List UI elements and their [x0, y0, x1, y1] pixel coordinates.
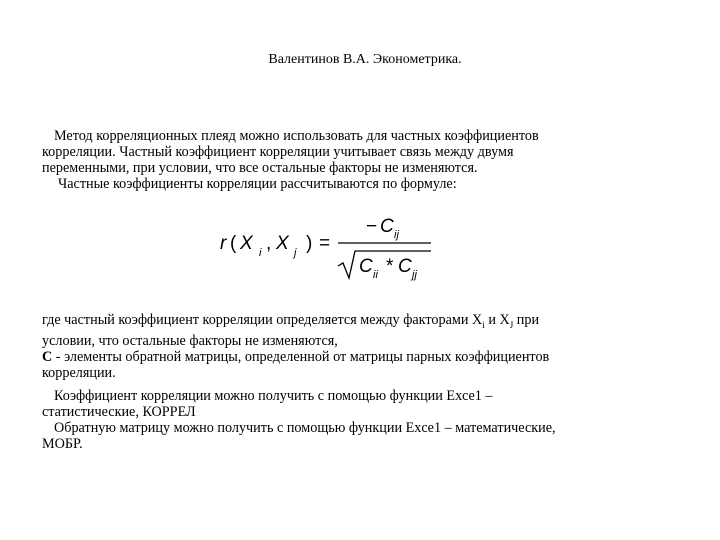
denominator-c2: C	[398, 256, 412, 277]
numerator-sub-ij: ij	[394, 229, 399, 241]
matrix-c-label: С	[42, 348, 53, 365]
excel-paragraph	[42, 388, 642, 452]
explanation-line-1	[42, 312, 642, 333]
square-root-sign	[338, 251, 431, 278]
denominator-sub-ii: ii	[373, 269, 378, 281]
formula-close-paren: )	[306, 233, 313, 254]
explanation-line-3	[42, 349, 642, 365]
excel-line-1: Коэффициент корреляции можно получить с помощью функции Exce1 –	[54, 388, 493, 404]
partial-correlation-formula	[218, 212, 448, 282]
subscript-j: J	[509, 319, 514, 330]
explanation-line-1-text: где частный коэффициент корреляции определяется между факторами X	[42, 312, 483, 328]
formula-open-paren: (	[230, 233, 237, 254]
excel-line-2: статистические, КОРРЕЛ	[42, 404, 196, 420]
intro-paragraph	[42, 128, 642, 192]
excel-line-4: МОБР.	[42, 436, 83, 452]
numerator-c: C	[380, 216, 394, 237]
intro-line-3: переменными, при условии, что все остальные факторы не изменяются.	[42, 160, 478, 176]
explanation-line-3-text: - элементы обратной матрицы, определенной от матрицы парных коэффициентов	[52, 348, 550, 365]
intro-line-4: Частные коэффициенты корреляции рассчитываются по формуле:	[58, 176, 457, 192]
explanation-line-1-mid: и X	[484, 312, 510, 328]
denominator-sub-jj: jj	[412, 269, 417, 281]
formula-equals-sign: =	[319, 233, 331, 254]
numerator-minus: −	[366, 216, 378, 237]
intro-line-1: Метод корреляционных плеяд можно использовать для частных коэффициентов	[54, 128, 539, 144]
formula-sub-j: j	[294, 247, 297, 259]
subscript-i: i	[482, 319, 485, 330]
formula-r: r	[220, 233, 227, 254]
excel-line-3: Обратную матрицу можно получить с помощью функции Exce1 – математические,	[54, 420, 556, 436]
page-title: Валентинов В.А. Эконометрика.	[268, 52, 462, 67]
explanation-paragraph	[42, 312, 642, 381]
explanation-line-2: условии, что остальные факторы не изменяются,	[42, 332, 338, 349]
explanation-line-1-end: при	[513, 312, 540, 328]
denominator-c1: C	[359, 256, 373, 277]
formula-svg	[218, 212, 448, 282]
denominator-star: *	[386, 256, 394, 277]
intro-line-2: корреляции. Частный коэффициент корреляции учитывает связь между двумя	[42, 144, 514, 160]
formula-sub-i: i	[259, 247, 262, 259]
formula-comma: ,	[266, 233, 272, 254]
explanation-line-4: корреляции.	[42, 364, 116, 381]
formula-xj: X	[276, 233, 289, 254]
formula-xi: X	[240, 233, 253, 254]
